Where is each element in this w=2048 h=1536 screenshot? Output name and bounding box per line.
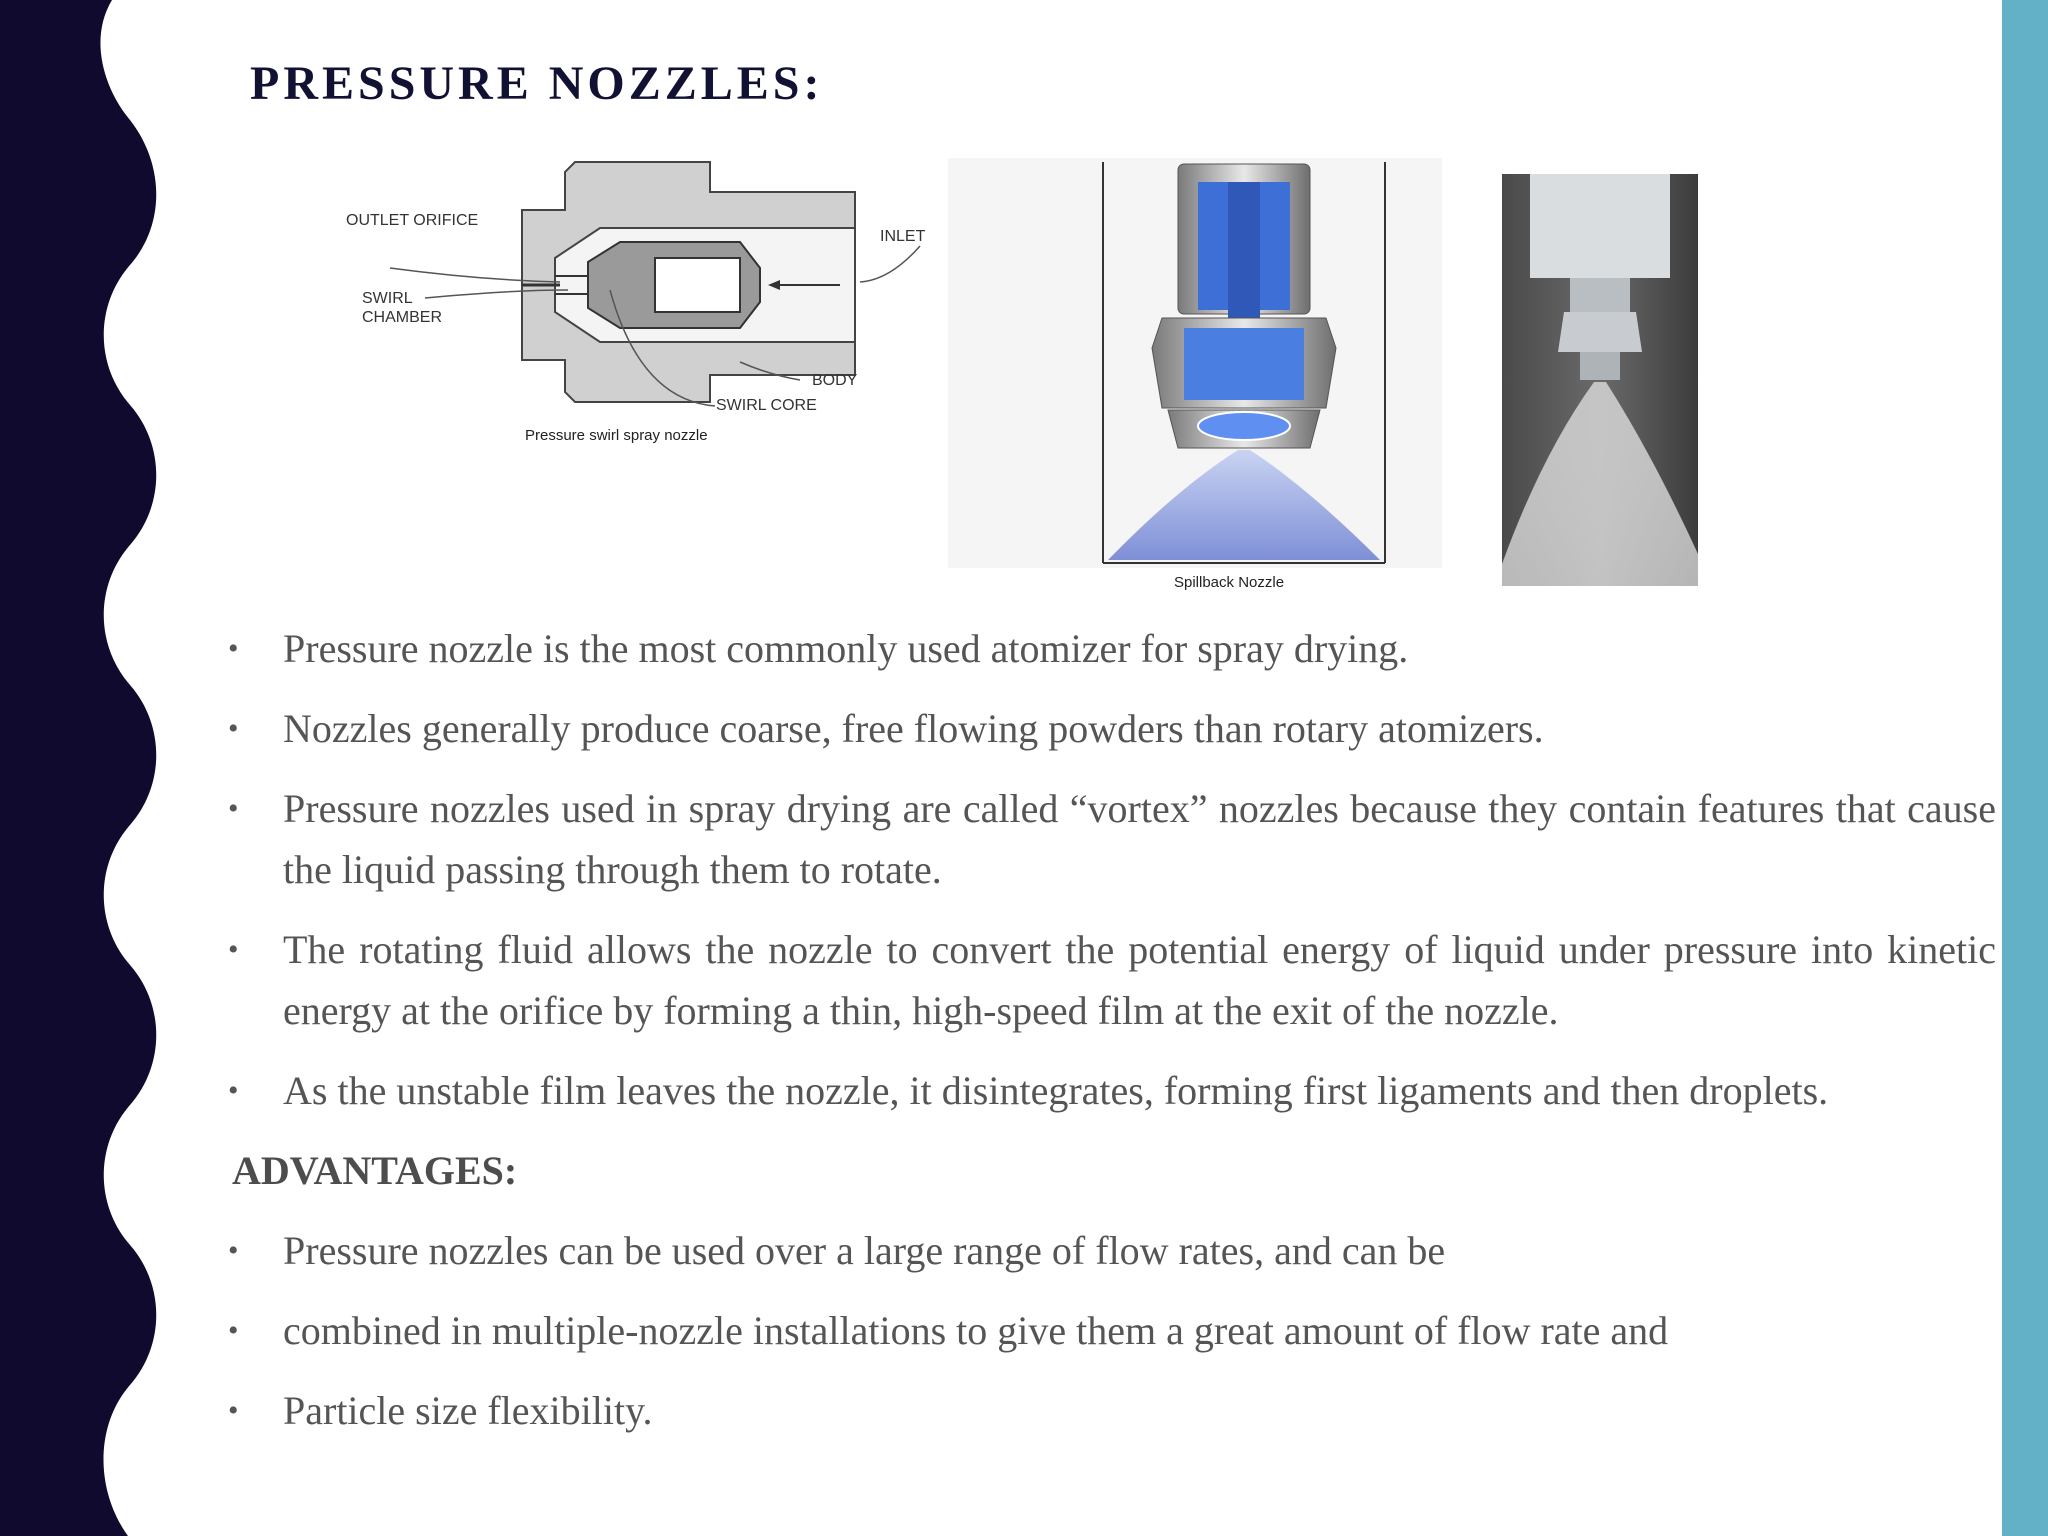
left-wave-decoration — [0, 0, 170, 1536]
bullet-text: The rotating fluid allows the nozzle to convert the potential energy of liquid under pressure into kinetic energy at the orifice by forming a thin, high-speed film at the exit of the nozzle. — [283, 927, 1996, 1033]
bullet-item — [228, 618, 1996, 679]
bullet-dot: • — [228, 1394, 239, 1427]
bullet-dot: • — [228, 1074, 239, 1107]
bullet-dot: • — [228, 792, 239, 825]
advantages-heading: ADVANTAGES: — [232, 1148, 518, 1193]
slide-title: PRESSURE NOZZLES: — [250, 57, 824, 110]
label-inlet: INLET — [880, 228, 926, 245]
right-accent-bar — [2002, 0, 2048, 1536]
label-swirl-chamber-line2: CHAMBER — [362, 309, 443, 326]
spillback-nozzle-drawing — [948, 158, 1442, 568]
bullet-item — [228, 698, 1996, 759]
label-swirl-core: SWIRL CORE — [716, 397, 817, 414]
bullet-dot: • — [228, 933, 239, 966]
bullet-item — [228, 778, 1996, 900]
label-swirl-chamber-line1: SWIRL — [362, 290, 413, 307]
advantage-item — [228, 1380, 1996, 1441]
label-outlet-orifice: OUTLET ORIFICE — [346, 212, 479, 229]
nozzle-cross-section-drawing — [320, 150, 940, 460]
bullet-text: Pressure nozzle is the most commonly used atomizer for spray drying. — [283, 626, 1409, 671]
bullet-text: As the unstable film leaves the nozzle, it disintegrates, forming first ligaments and then droplets. — [283, 1068, 1829, 1113]
bullet-item — [228, 1060, 1996, 1121]
label-body: BODY — [812, 372, 858, 389]
bullet-text: Nozzles generally produce coarse, free flowing powders than rotary atomizers. — [283, 706, 1544, 751]
spillback-nozzle-illustration — [948, 158, 1442, 598]
bullet-dot: • — [228, 1234, 239, 1267]
spillback-caption: Spillback Nozzle — [1174, 574, 1285, 591]
bullet-item — [228, 919, 1996, 1041]
bullet-dot: • — [228, 712, 239, 745]
bullet-dot: • — [228, 632, 239, 665]
diagram-caption: Pressure swirl spray nozzle — [525, 427, 708, 444]
pressure-swirl-nozzle-diagram — [320, 150, 940, 460]
slide-body — [228, 618, 1996, 1460]
advantage-text: Pressure nozzles can be used over a large range of flow rates, and can be — [283, 1228, 1446, 1273]
spray-photo-drawing — [1502, 174, 1698, 586]
advantage-item — [228, 1220, 1996, 1281]
bullet-text: Pressure nozzles used in spray drying are called “vortex” nozzles because they contain features that cause the liquid passing through them to rotate. — [283, 786, 1996, 892]
spray-nozzle-photo — [1502, 174, 1698, 586]
bullet-dot: • — [228, 1314, 239, 1347]
advantage-text: Particle size flexibility. — [283, 1388, 653, 1433]
advantage-text: combined in multiple-nozzle installations to give them a great amount of flow rate and — [283, 1308, 1669, 1353]
advantage-item — [228, 1300, 1996, 1361]
